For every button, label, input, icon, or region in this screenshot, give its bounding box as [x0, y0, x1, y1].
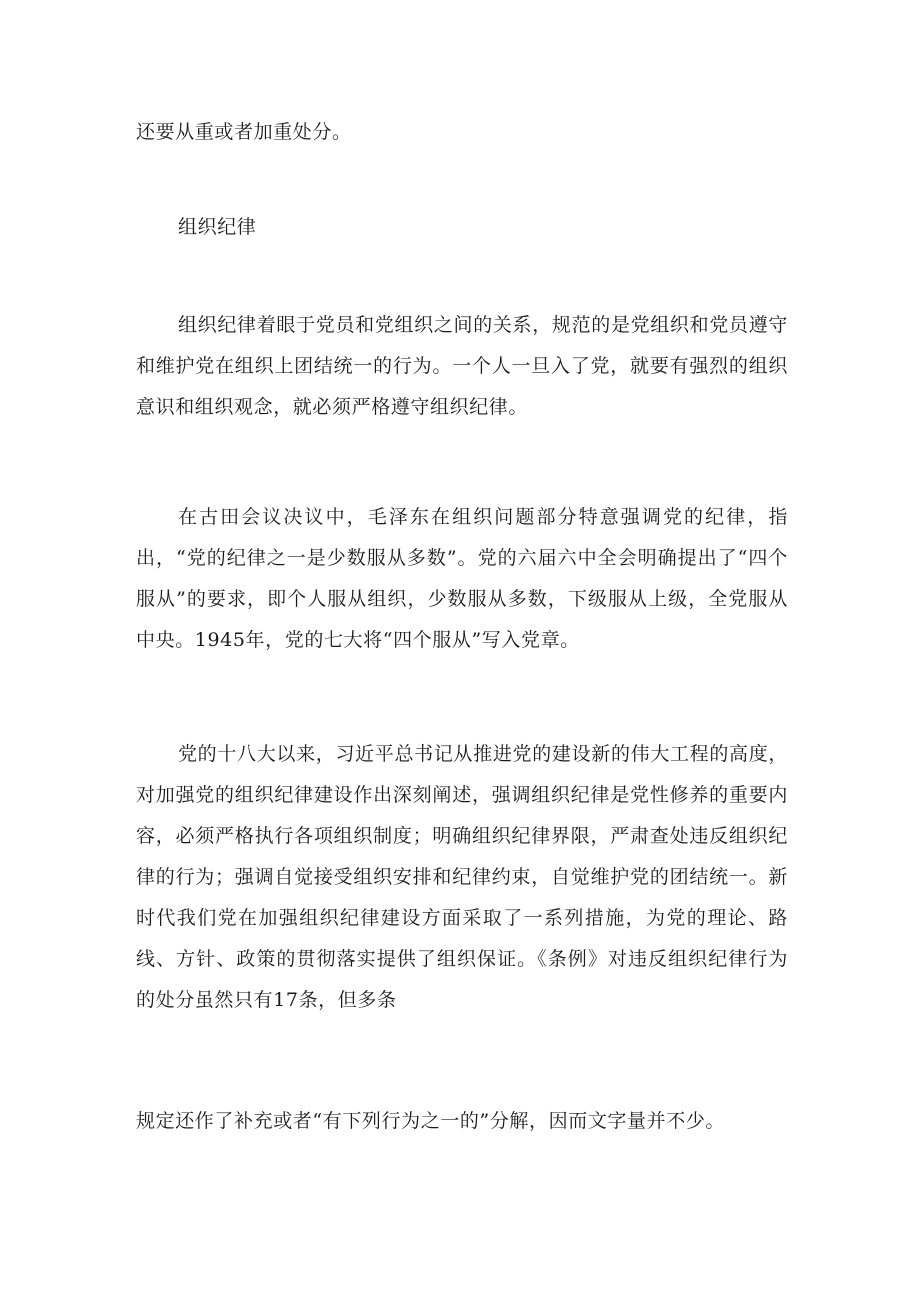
paragraph-continuation: 规定还作了补充或者“有下列行为之一的”分解，因而文字量并不少。 — [136, 1110, 726, 1132]
section-heading: 组织纪律 — [178, 216, 257, 238]
paragraph-gutian-meeting: 在古田会议决议中，毛泽东在组织问题部分特意强调党的纪律，指出，“党的纪律之一是少数服从多数”。党的六届六中全会明确提出了“四个服从”的要求，即个人服从组织，少数服从多数，下级服从上级，全党服从中央。1945年，党的七大将“四个服从”写入党章。 — [136, 506, 788, 651]
paragraph-eighteenth-congress: 党的十八大以来，习近平总书记从推进党的建设新的伟大工程的高度，对加强党的组织纪律建设作出深刻阐述，强调组织纪律是党性修养的重要内容，必须严格执行各项组织制度；明确组织纪律界限，严肃查处违反组织纪律的行为；强调自觉接受组织安排和纪律约束，自觉维护党的团结统一。新时代我们党在加强组织纪律建设方面采取了一系列措施，为党的理论、路线、方针、政策的贯彻落实提供了组织保证。《条例》对违反组织纪律行为的处分虽然只有17条，但多条 — [136, 743, 788, 1011]
paragraph-organization-discipline: 组织纪律着眼于党员和党组织之间的关系，规范的是党组织和党员遵守和维护党在组织上团结统一的行为。一个人一旦入了党，就要有强烈的组织意识和组织观念，就必须严格遵守组织纪律。 — [136, 314, 788, 418]
paragraph-intro-tail: 还要从重或者加重处分。 — [136, 121, 352, 143]
